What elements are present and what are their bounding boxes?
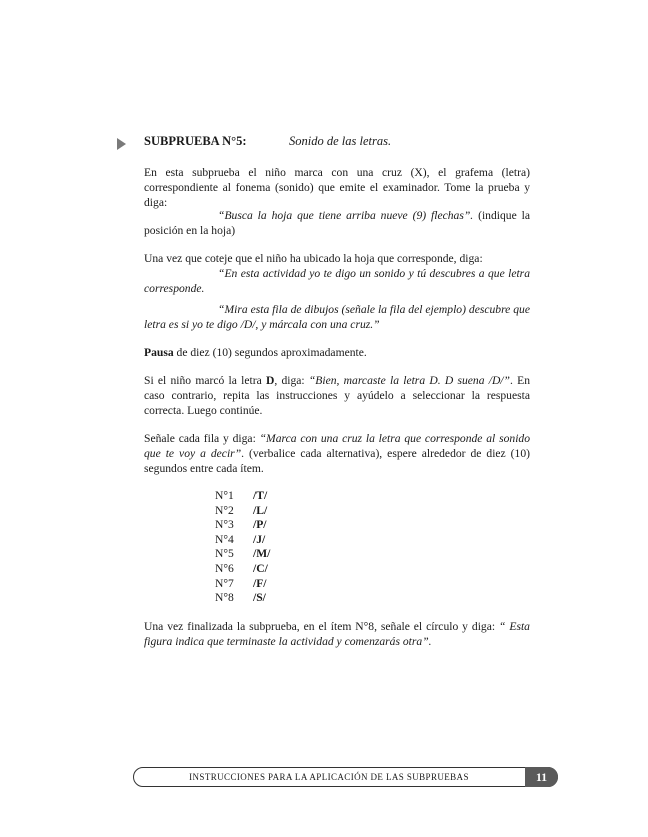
item-number: N°8 <box>215 591 234 605</box>
list-item <box>215 547 270 562</box>
item-number: N°4 <box>215 532 234 546</box>
list-item <box>215 591 270 606</box>
section-label: SUBPRUEBA N°5: <box>144 134 247 148</box>
paragraph-6 <box>144 373 530 418</box>
item-number: N°3 <box>215 518 234 532</box>
section-subtitle: Sonido de las letras. <box>289 134 392 148</box>
paragraph-5 <box>144 345 530 360</box>
paragraph-8-a: Una vez finalizada la subprueba, en el ítem N°8, señale el círculo y diga: <box>144 620 499 633</box>
list-item <box>215 533 270 548</box>
paragraph-5-rest: de diez (10) segundos aproximadamente. <box>173 346 367 359</box>
paragraph-2-quote: “Busca la hoja que tiene arriba nueve (9) flechas”. <box>218 209 474 222</box>
paragraph-7-rest: . (verbalice cada alternativa), espere alrededor de diez (10) segundos entre cada ítem. <box>144 447 530 475</box>
item-sound: /T/ <box>253 489 268 502</box>
paragraph-5-bold: Pausa <box>144 346 174 359</box>
paragraph-3-quote: “En esta actividad yo te digo un sonido y tú descubres a que letra corresponde. <box>144 267 530 295</box>
item-number: N°7 <box>215 576 234 590</box>
item-sound: /F/ <box>253 576 267 590</box>
paragraph-8 <box>144 619 530 649</box>
paragraph-6-b: D <box>265 374 275 387</box>
item-number: N°1 <box>215 489 234 502</box>
item-number: N°2 <box>215 503 234 517</box>
list-item <box>215 562 270 577</box>
paragraph-2 <box>144 208 530 238</box>
paragraph-7-quote: “Marca con una cruz la letra que corresponde al sonido que te voy a decir” <box>144 432 531 460</box>
item-sound: /L/ <box>253 503 268 517</box>
item-sound: /C/ <box>253 561 268 575</box>
item-sound: /M/ <box>253 547 271 561</box>
list-item <box>215 577 270 592</box>
paragraph-3-intro: Una vez que coteje que el niño ha ubicado la hoja que corresponde, diga: <box>144 252 483 265</box>
paragraph-6-quote: “Bien, marcaste la letra D. D suena /D/” <box>308 374 510 387</box>
triangle-arrow-icon <box>117 138 126 150</box>
paragraph-4-quote: “Mira esta fila de dibujos (señale la fila del ejemplo) descubre que letra es si yo te digo /D/, y márcala con una cruz.” <box>144 303 530 331</box>
paragraph-1: En esta subprueba el niño marca con una cruz (X), el grafema (letra) correspondiente al fonema (sonido) que emite el examinador. Tome la prueba y diga: <box>144 166 530 209</box>
paragraph-3 <box>144 266 530 296</box>
footer-title: INSTRUCCIONES PARA LA APLICACIÓN DE LAS SUBPRUEBAS <box>189 772 469 782</box>
item-sound: /S/ <box>253 591 266 605</box>
paragraph-7 <box>144 431 530 476</box>
list-item <box>215 504 270 519</box>
paragraph-7-a: Señale cada fila y diga: <box>144 432 260 445</box>
paragraph-2-rest: (indique la posición en la hoja) <box>144 209 530 237</box>
items-list <box>215 489 270 606</box>
paragraph-4 <box>144 302 530 332</box>
paragraph-6-rest: . En caso contrario, repita las instrucciones y ayúdelo a seleccionar la respuesta correcta. Luego continúe. <box>144 374 530 417</box>
paragraph-6-c: , diga: <box>274 374 309 387</box>
list-item <box>215 489 270 504</box>
item-sound: /P/ <box>253 518 267 532</box>
paragraph-8-quote: “ Esta figura indica que terminaste la actividad y comenzarás otra”. <box>144 620 530 648</box>
list-item <box>215 518 270 533</box>
paragraph-6-a: Si el niño marcó la letra <box>144 374 266 387</box>
section-heading <box>144 134 392 149</box>
page-number: 11 <box>525 767 558 787</box>
item-sound: /J/ <box>253 532 266 546</box>
item-number: N°6 <box>215 561 234 575</box>
item-number: N°5 <box>215 547 234 561</box>
